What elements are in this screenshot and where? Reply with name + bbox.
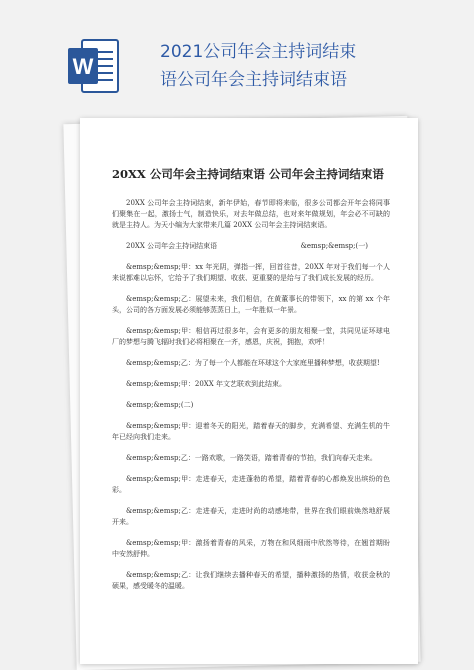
document-content: [112, 166, 390, 602]
document-heading: 20XX 公司年会主持词结束语 公司年会主持词结束语: [112, 167, 384, 181]
section-heading: 20XX 公司年会主持词结束语: [126, 242, 218, 250]
paragraph: &emsp;&emsp;甲：20XX 年文艺联欢到此结束。: [126, 380, 286, 388]
paragraph: &emsp;&emsp;甲：xx 年光阴，弹指一挥，回首往昔，20XX 年对于我们每一个人来说都难以忘怀，它给予了我们期望、收获、更重要的是给与了我们成长发展的经历。: [112, 263, 390, 282]
paragraph: &emsp;&emsp;(二): [126, 401, 194, 409]
paragraph: &emsp;&emsp;乙：为了每一个人都能在环球这个大家庭里播种梦想，收获期望!: [126, 359, 380, 367]
paragraph: &emsp;&emsp;甲：激扬着青春的风采，万物在和风细雨中欣然等待，在翘首期盼中安然舒伸。: [112, 539, 390, 558]
document-title-banner: [160, 38, 460, 94]
paragraph: &emsp;&emsp;甲：迎着冬天的阳光，踏着春天的脚步，充满希望、充满生机的牛年已经向我们走来。: [112, 422, 390, 441]
title-line-1: 2021公司年会主持词结束: [160, 42, 357, 62]
word-icon-letter: W: [72, 54, 94, 79]
section-heading-row: [112, 241, 390, 252]
document-page: [80, 118, 418, 664]
section-marker: &emsp;&emsp;(一): [300, 242, 368, 250]
word-doc-icon: [68, 38, 120, 94]
paragraph: &emsp;&emsp;乙：让我们继续去播种春天的希望，播种激扬的热情，收获金秋的硕果，感受暖冬的温暖。: [112, 571, 390, 590]
title-line-2: 语公司年会主持词结束语: [160, 70, 347, 90]
paragraph: &emsp;&emsp;甲：走进春天，走进蓬勃的希望，踏着青春的心都焕发出缤纷的色彩。: [112, 475, 390, 494]
page-header: [0, 0, 474, 120]
paragraph: &emsp;&emsp;乙：一路欢歌，一路笑语，踏着青春的节拍，我们向春天走来。: [126, 454, 377, 462]
intro-paragraph: 20XX 公司年会主持词结束，新年伊始，春节即将来临，很多公司都会开年会将同事们聚集在一起，激扬士气，制造快乐，对去年做总结，也对来年做规划，年会必不可缺的就是主持人。为天小编为大家带来几篇 20XX 公司年会主持词结束语。: [112, 199, 390, 229]
paragraph: &emsp;&emsp;甲：相信再过很多年，会有更多的朋友相聚一堂，共同见证环球电厂的梦想与腾飞辐时我们必将相聚在一齐，感恩，庆祝，拥抱，欢呼！: [112, 327, 390, 346]
paragraph: &emsp;&emsp;乙：走进春天，走进时尚的动感地带，世界在我们眼前焕然地舒展开来。: [112, 507, 390, 526]
paragraph: &emsp;&emsp;乙：展望未来，我们相信，在黄董事长的带领下，xx 的第 xx 个年头，公司的各方面发展必须能够蒸蒸日上，一年胜似一年景。: [112, 295, 390, 314]
